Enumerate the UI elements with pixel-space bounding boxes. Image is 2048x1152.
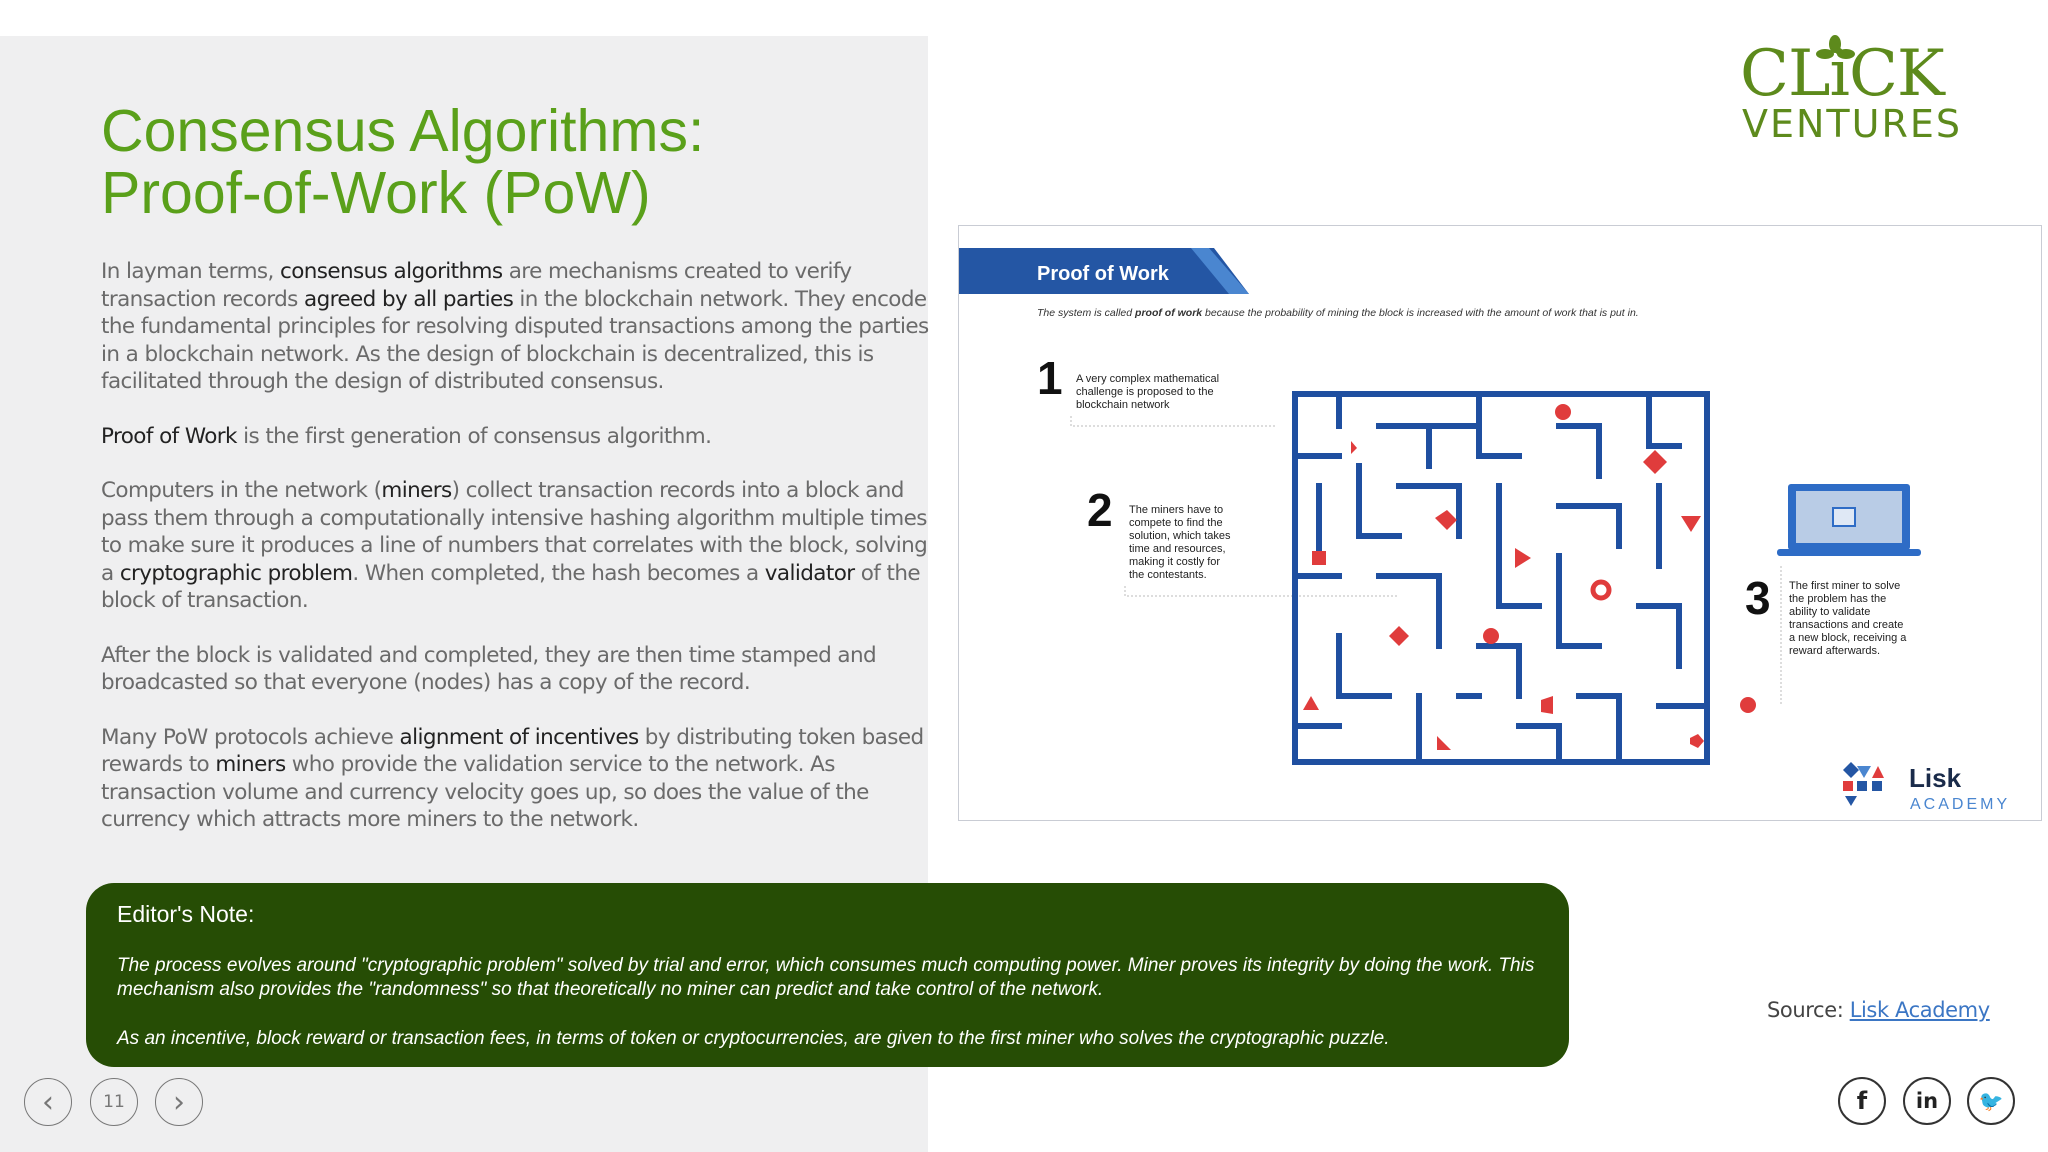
logo-click-text: CLiCK [1740, 37, 1944, 111]
maze [1295, 394, 1707, 762]
logo-ventures-text: VENTURES [1742, 102, 1962, 146]
emphasis-text: cryptographic problem [119, 560, 353, 586]
editors-note [86, 883, 1569, 1067]
emphasis-text: consensus algorithms [280, 259, 503, 284]
body-paragraph [101, 477, 931, 615]
source-label: Source: [1767, 998, 1850, 1022]
slide-title [101, 100, 704, 224]
body-text-run: After the block is validated and completed, they are then time stamped and broadcasted so that everyone (nodes) has a copy of the record. [101, 642, 877, 695]
slide-number [90, 1078, 138, 1126]
emphasis-text: agreed by all parties [304, 286, 514, 312]
source-citation [1767, 998, 1990, 1022]
diagram-header-text: Proof of Work [1037, 263, 1169, 285]
body-paragraph [101, 642, 931, 697]
body-text-run: is the first generation of consensus algorithm. [236, 423, 712, 449]
step1-text: A very complex mathematical challenge is proposed to the blockchain network [1076, 373, 1220, 411]
body-text-run: Many PoW protocols achieve [101, 724, 400, 750]
body-text-run: Computers in the network ( [101, 478, 382, 503]
body-paragraph [101, 258, 931, 396]
step2-text: The miners have to compete to find the solution, which takes time and resources, making it costly for the contestants. [1129, 504, 1231, 581]
emphasis-text: alignment of incentives [399, 724, 639, 750]
lisk-brand-sub: ACADEMY [1910, 796, 2011, 813]
twitter-button[interactable] [1967, 1077, 2015, 1125]
chevron-left-icon: ‹ [42, 1084, 54, 1120]
lisk-logo-icon [1843, 762, 1884, 806]
proof-of-work-diagram [958, 225, 2042, 821]
slide-number-label: 11 [103, 1092, 125, 1112]
slide-title-line1: Consensus Algorithms: [101, 98, 705, 164]
body-text-run: by distributing token based rewards to [101, 724, 924, 777]
linkedin-icon: in [1915, 1089, 1939, 1113]
source-link[interactable]: Lisk Academy [1849, 998, 1990, 1022]
slide-title-line2: Proof-of-Work (PoW) [101, 160, 651, 226]
facebook-icon: f [1856, 1087, 1868, 1115]
emphasis-text: validator [764, 560, 855, 586]
step3-number: 3 [1745, 572, 1771, 624]
prev-slide-button[interactable] [24, 1078, 72, 1126]
body-text-run: In layman terms, [101, 259, 280, 284]
editors-note-title: Editor's Note: [117, 901, 255, 927]
emphasis-text: miners [215, 752, 286, 777]
step2-number: 2 [1087, 484, 1113, 536]
laptop-icon [1777, 484, 1921, 556]
emphasis-text: Proof of Work [101, 423, 237, 449]
lisk-brand-name: Lisk [1909, 763, 1962, 793]
diagram-graphic [959, 226, 2042, 821]
body-paragraph [101, 423, 931, 451]
step3-text: The first miner to solve the problem has the ability to validate transactions and create a new block, receiving a reward afterwards. [1789, 580, 1907, 657]
body-paragraph [101, 724, 931, 834]
diagram-subtitle: The system is called proof of work because the probability of mining the block is increased with the amount of work that is put in. [1037, 307, 1639, 319]
step1-number: 1 [1037, 352, 1063, 404]
body-text-run: who provide the validation service to the network. As transaction volume and currency velocity goes up, so does the value of the currency which attracts more miners to the network. [101, 752, 869, 832]
chevron-right-icon: › [173, 1084, 185, 1120]
twitter-icon: 🐦 [1978, 1089, 2004, 1113]
facebook-button[interactable] [1838, 1077, 1886, 1125]
editors-note-paragraph-2: As an incentive, block reward or transaction fees, in terms of token or cryptocurrencies, are given to the first miner who solves the cryptographic puzzle. [117, 1028, 1390, 1049]
body-text-run: are mechanisms created to verify transaction records [101, 259, 852, 312]
click-ventures-logo [1740, 30, 1976, 146]
body-text-run: of the block of transaction. [101, 560, 920, 613]
body-text-run: ) collect transaction records into a block and pass them through a computationally intensive hashing algorithm multiple times to make sure it produces a line of numbers that correlates with the block, solving a [101, 478, 928, 586]
body-text-run: . When completed, the hash becomes a [352, 560, 765, 586]
linkedin-button[interactable] [1903, 1077, 1951, 1125]
body-text [101, 258, 931, 861]
emphasis-text: miners [381, 478, 452, 503]
editors-note-paragraph-1: The process evolves around "cryptographic problem" solved by trial and error, which consumes much computing power. Miner proves its integrity by doing the work. This mechanism also provides the "randomness" so that theoretically no miner can predict and take control of the network. [117, 955, 1535, 1000]
next-slide-button[interactable] [155, 1078, 203, 1126]
body-text-run: in the blockchain network. They encode the fundamental principles for resolving disputed transactions among the parties in a blockchain network. As the design of blockchain is decentralized, this is facilitated through the design of distributed consensus. [101, 286, 929, 394]
